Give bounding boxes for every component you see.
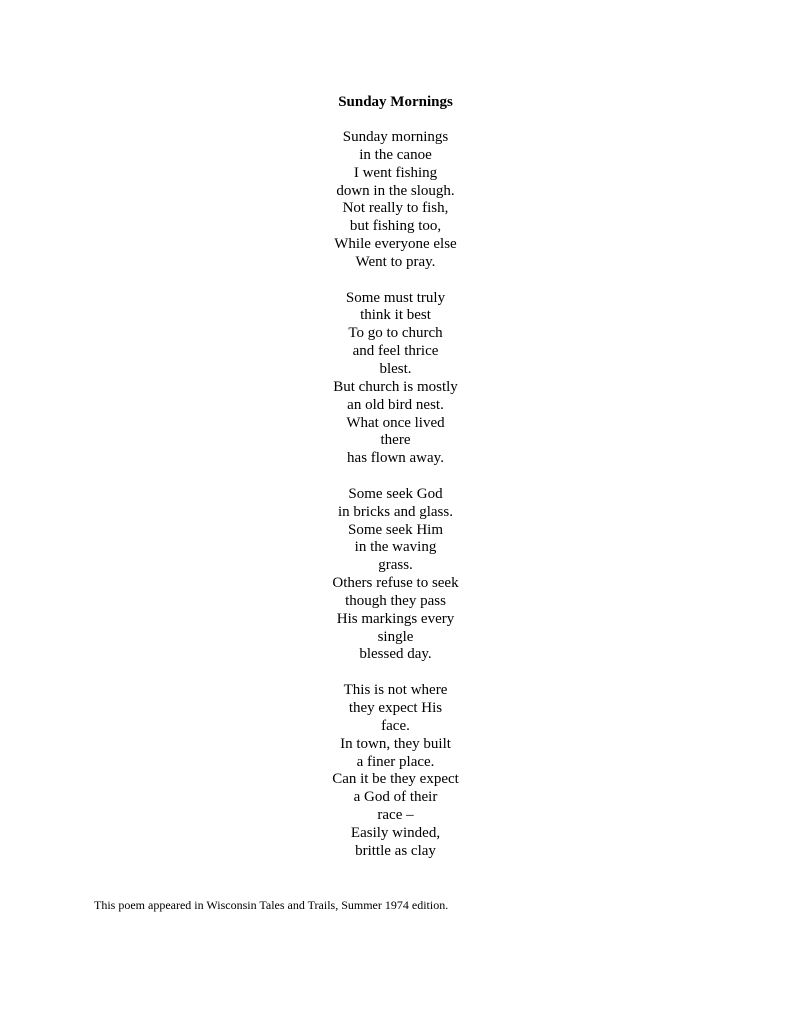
poem-line: This is not where xyxy=(343,682,448,699)
poem-line: a God of their xyxy=(353,789,438,806)
poem-line: blest. xyxy=(379,360,412,377)
poem-line: brittle as clay xyxy=(355,842,436,859)
poem-line: in the canoe xyxy=(359,146,432,163)
poem-line: they expect His xyxy=(348,700,443,716)
poem-line: Not really to fish, xyxy=(342,200,449,217)
poem-line: Some seek Him xyxy=(348,521,443,538)
poem-line: His markings every xyxy=(336,610,455,627)
stanza-4 xyxy=(0,682,791,860)
poem-line: think it best xyxy=(360,307,431,324)
poem-line: blessed day. xyxy=(359,646,432,663)
poem-line: Others refuse to seek xyxy=(332,575,459,592)
poem-line: Can it be they expect xyxy=(332,771,459,788)
poem-line: I went fishing xyxy=(353,164,438,181)
poem-line: single xyxy=(377,628,414,645)
poem-line: race – xyxy=(377,807,414,824)
poem-line: has flown away. xyxy=(347,450,444,467)
poem-line: and feel thrice xyxy=(352,343,439,360)
poem-line: Some must truly xyxy=(345,289,446,306)
footnote: This poem appeared in Wisconsin Tales and Trails, Summer 1974 edition. xyxy=(94,898,449,912)
poem-line: Went to pray. xyxy=(355,253,436,270)
stanza-1 xyxy=(0,129,791,272)
poem-line: an old bird nest. xyxy=(347,396,444,413)
stanza-2 xyxy=(0,290,791,468)
poem-line: in bricks and glass. xyxy=(338,503,453,520)
poem-line: While everyone else xyxy=(334,236,457,253)
poem-line: face. xyxy=(381,717,410,734)
poem-line: Some seek God xyxy=(348,485,443,502)
poem-body xyxy=(0,129,791,861)
poem-line: In town, they built xyxy=(340,735,451,752)
poem-line: in the waving xyxy=(354,539,437,556)
poem-line: But church is mostly xyxy=(333,378,458,395)
poem-line: What once lived xyxy=(346,414,445,431)
poem-line: Easily winded, xyxy=(350,824,441,841)
poem-line: To go to church xyxy=(348,325,443,342)
poem-line: down in the slough. xyxy=(336,182,455,199)
poem-line: though they pass xyxy=(345,592,446,609)
poem-line: grass. xyxy=(378,557,413,574)
stanza-3 xyxy=(0,486,791,664)
poem-title: Sunday Mornings xyxy=(338,94,453,110)
poem-line: a finer place. xyxy=(356,753,435,770)
poem-line: there xyxy=(380,432,411,449)
poem-line: but fishing too, xyxy=(349,218,442,235)
poem-line: Sunday mornings xyxy=(342,129,449,145)
